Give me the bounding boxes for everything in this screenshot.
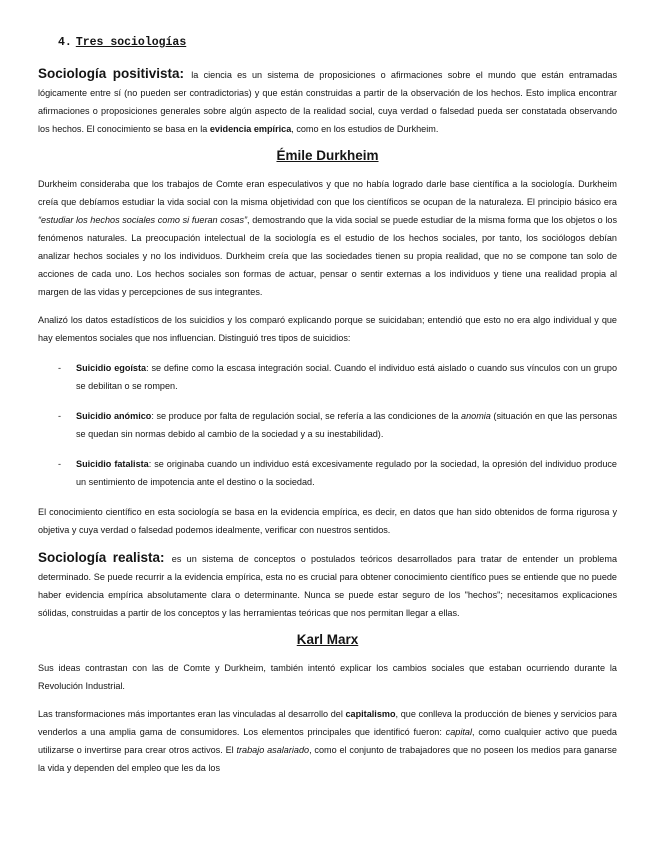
durkheim-quote: “estudiar los hechos sociales como si fueran cosas” <box>38 215 248 225</box>
durkheim-paragraph-2: Analizó los datos estadísticos de los suicidios y los comparó explicando porque se suicidaban; entendió que esto no era algo individual y que hay elementos sociales que nos influencian. Distinguió tres tipos de suicidios: <box>38 315 617 343</box>
suicide-type-name: Suicidio egoísta <box>76 363 147 373</box>
durkheim-paragraph-1: Durkheim consideraba que los trabajos de Comte eran especulativos y que no había logrado darle base científica a la sociología. Durkheim creía que debíamos estudiar la vida social con la misma objetividad con que los científicos se ocupan de la naturaleza. El principio básico era “estudiar los hechos sociales como si fueran cosas”, demostrando que la vida social se puede estudiar de la misma forma que los objetos o los fenómenos naturales. La preocupación intelectual de la sociología es el estudio de los hechos sociales, por tanto, los sociólogos debían analizar hechos sociales y no los individuos. Durkheim creía que las sociedades tienen su propia realidad, que no se compone tan solo de acciones de cada uno. Los hechos sociales son formas de actuar, pensar o sentir externas a los individuos y tiene una realidad propia al margen de las vidas y percepciones de sus integrantes. <box>38 179 617 297</box>
durkheim-heading: Émile Durkheim <box>276 148 379 163</box>
realist-lead: Sociología realista: <box>38 550 165 565</box>
section-number: 4. <box>58 36 72 49</box>
marx-heading: Karl Marx <box>296 632 359 647</box>
anomia-term: anomia <box>461 411 491 421</box>
marx-paragraph-1: Sus ideas contrastan con las de Comte y Durkheim, también intentó explicar los cambios sociales que estaban ocurriendo durante la Revolución Industrial. <box>38 663 617 691</box>
suicide-types-list <box>38 359 617 491</box>
positivist-lead: Sociología positivista: <box>38 66 184 81</box>
list-item: - Suicidio fatalista: se originaba cuando un individuo está excesivamente regulado por la sociedad, la opresión del individuo produce un sentimiento de impotencia ante el destino o la sociedad. <box>38 455 617 491</box>
durkheim-paragraph-3: El conocimiento científico en esta sociología se basa en la evidencia empírica, es decir, en datos que han sido obtenidos de forma rigurosa y objetiva y cuya verdad o falsedad podemos idealmente, verificar con nuestros sentidos. <box>38 507 617 535</box>
wage-labor-term: trabajo asalariado <box>236 745 310 755</box>
realist-paragraph: Sociología realista: es un sistema de conceptos o postulados teóricos desarrollados para tratar de entender un problema determinado. Se puede recurrir a la evidencia empírica, esta no es crucial para obtener conocimiento científico pues se entiende que no puede haber evidencia empírica absolutamente clara o determinante. Nunca se puede estar seguro de los "hechos"; necesitamos explicaciones sólidas, construidas a partir de los conceptos y las herramientas teóricas que nos permitan llegar a ellas. <box>38 550 618 618</box>
suicide-type-name: Suicidio fatalista <box>76 459 149 469</box>
list-dash: - <box>58 411 62 421</box>
capital-term: capital <box>445 727 472 737</box>
positivist-paragraph: Sociología positivista: la ciencia es un sistema de proposiciones o afirmaciones sobre el mundo que están entramadas lógicamente entre sí (no pueden ser contradictorias) y que están construidas a partir de la observación de los hechos. Esto implica encontrar afirmaciones o proposiciones generales sobre algún aspecto de la realidad social, cuya verdad o falsedad pueda ser constatada observando los hechos. El conocimiento se basa en la evidencia empírica, como en los estudios de Durkheim. <box>38 66 617 134</box>
list-dash: - <box>58 363 62 373</box>
marx-paragraph-2: Las transformaciones más importantes eran las vinculadas al desarrollo del capitalismo, que conlleva la producción de bienes y servicios para venderlos a una amplia gama de consumidores. Los elementos principales que identificó fueron: capital, como cualquier activo que pueda utilizarse o invertirse para crear otros activos. El trabajo asalariado, como el conjunto de trabajadores que no poseen los medios para ganarse la vida y dependen del empleo que les da los <box>38 709 617 773</box>
capitalism-term: capitalismo <box>345 709 396 719</box>
list-dash: - <box>58 459 62 469</box>
suicide-type-name: Suicidio anómico <box>76 411 152 421</box>
empirical-evidence-term: evidencia empírica <box>209 124 292 134</box>
list-item: - Suicidio anómico: se produce por falta de regulación social, se refería a las condiciones de la anomia (situación en que las personas se quedan sin normas debido al cambio de la sociedad y a su inestabilidad). <box>38 407 617 443</box>
section-title: Tres sociologías <box>75 36 187 49</box>
list-item: - Suicidio egoísta: se define como la escasa integración social. Cuando el individuo está aislado o cuando sus vínculos con un grupo se debilitan o se rompen. <box>38 359 617 395</box>
section-heading <box>58 36 617 49</box>
